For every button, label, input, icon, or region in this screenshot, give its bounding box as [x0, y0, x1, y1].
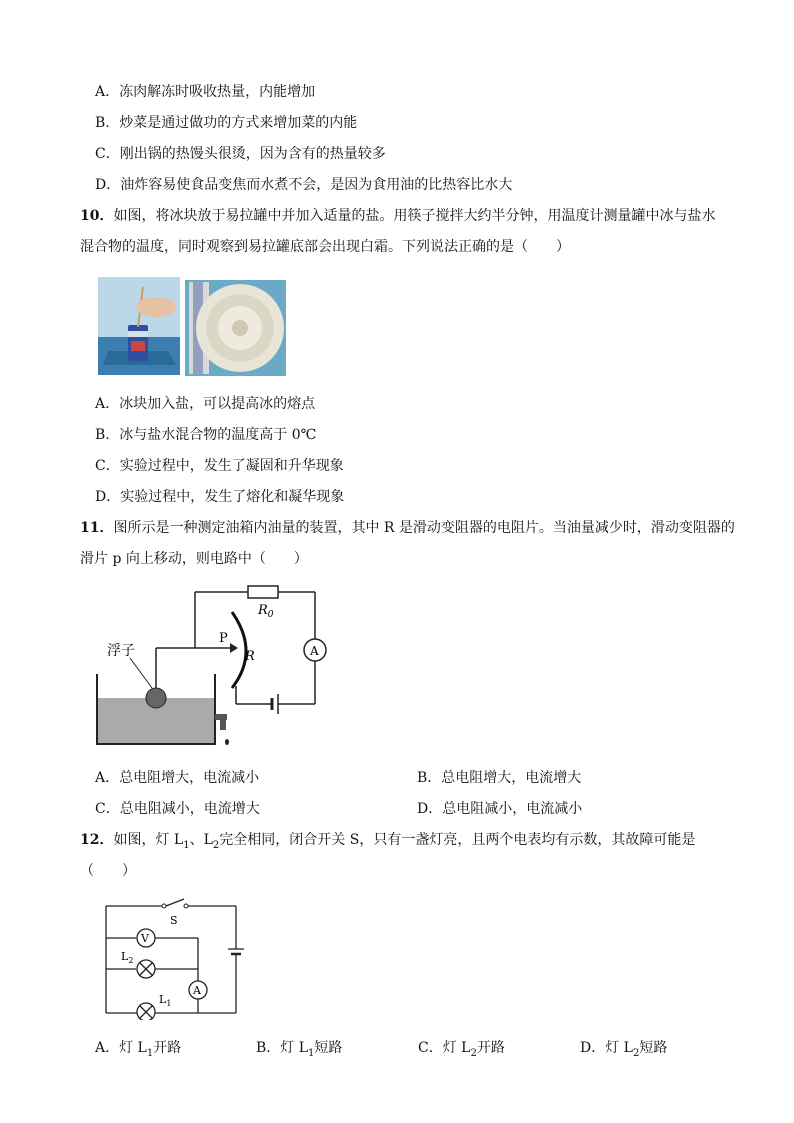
- q10-option-b: B．冰与盐水混合物的温度高于 0℃: [95, 427, 317, 443]
- rheostat-r-label: R: [245, 649, 255, 664]
- q10-number: 10．: [80, 208, 114, 224]
- r0-label: $R_0$: [258, 603, 274, 620]
- q11-number: 11．: [80, 520, 114, 536]
- float-label: 浮子: [107, 643, 135, 659]
- slider-p-label: P: [219, 631, 228, 646]
- q11-oil-gauge-circuit: [90, 582, 340, 752]
- q12-number: 12．: [80, 832, 114, 848]
- q12-option-a: A．灯 $L_1$开路: [95, 1040, 182, 1059]
- q11-option-b: B．总电阻增大，电流增大: [417, 770, 582, 786]
- q9-option-c: C．刚出锅的热馒头很烫，因为含有的热量较多: [95, 146, 386, 162]
- ammeter-a-label: A: [310, 644, 319, 658]
- q12-stem-line2: （ ）: [80, 863, 136, 879]
- q12-option-b: B．灯 $L_1$短路: [256, 1040, 343, 1059]
- q9-option-a: A．冻肉解冻时吸收热量，内能增加: [95, 84, 316, 100]
- q12-circuit-diagram: [100, 895, 250, 1020]
- q10-option-a: A．冰块加入盐，可以提高冰的熔点: [95, 396, 316, 412]
- lamp-l1-label: $L_1$: [159, 993, 172, 1008]
- q10-option-c: C．实验过程中，发生了凝固和升华现象: [95, 458, 344, 474]
- q12-stem-line1: 12．如图，灯 $L_1$、$L_2$完全相同，闭合开关 S，只有一盏灯亮，且两个电表均有示数，其故障可能是: [80, 832, 696, 851]
- q11-option-d: D．总电阻减小，电流减小: [417, 801, 583, 817]
- q10-stem-line1: 10．如图，将冰块放于易拉罐中并加入适量的盐。用筷子搅拌大约半分钟，用温度计测量罐中冰与盐水: [80, 208, 716, 224]
- q10-option-d: D．实验过程中，发生了熔化和凝华现象: [95, 489, 345, 505]
- ammeter-a-label: A: [193, 984, 201, 997]
- q10-photo-can-stirring: [98, 277, 180, 375]
- q11-option-a: A．总电阻增大，电流减小: [95, 770, 260, 786]
- q9-option-d: D．油炸容易使食品变焦而水煮不会，是因为食用油的比热容比水大: [95, 177, 513, 193]
- q9-option-b: B．炒菜是通过做功的方式来增加菜的内能: [95, 115, 358, 131]
- q11-option-c: C．总电阻减小，电流增大: [95, 801, 260, 817]
- q11-stem-line2: 滑片 p 向上移动，则电路中（ ）: [80, 551, 308, 567]
- q11-stem-line1: 11．图所示是一种测定油箱内油量的装置，其中 R 是滑动变阻器的电阻片。当油量减少时，滑动变阻器的: [80, 520, 735, 536]
- voltmeter-v-label: V: [141, 932, 149, 945]
- lamp-l2-label: $L_2$: [121, 950, 134, 965]
- q10-stem-line2: 混合物的温度，同时观察到易拉罐底部会出现白霜。下列说法正确的是（ ）: [80, 239, 570, 255]
- q10-photo-can-bottom-frost: [185, 280, 286, 376]
- q12-option-c: C．灯 $L_2$开路: [418, 1040, 505, 1059]
- switch-s-label: S: [170, 914, 178, 927]
- q12-option-d: D．灯 $L_2$短路: [580, 1040, 668, 1059]
